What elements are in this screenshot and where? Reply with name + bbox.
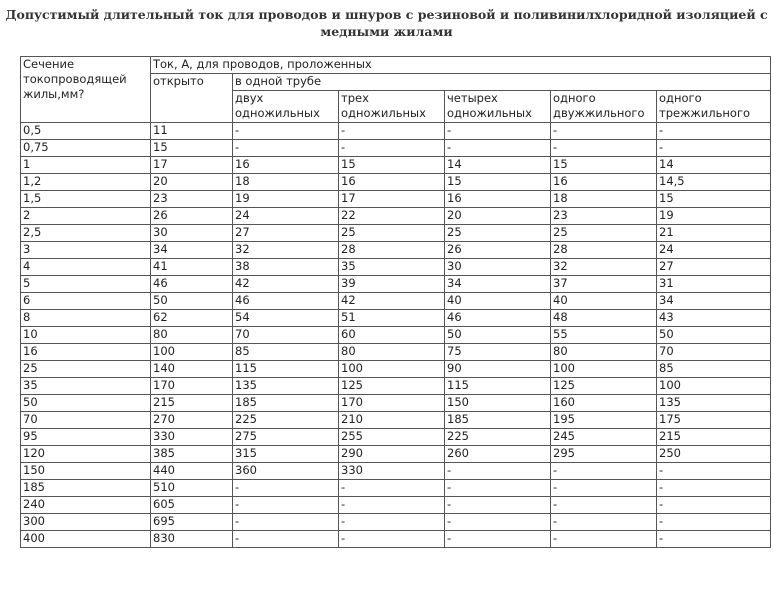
- cell-three-single: 16: [339, 174, 445, 191]
- cell-section: 35: [21, 378, 151, 395]
- cell-open: 20: [151, 174, 233, 191]
- cell-two-single: 54: [233, 310, 339, 327]
- cell-section: 1,2: [21, 174, 151, 191]
- cell-one-three-core: 215: [657, 429, 771, 446]
- cell-two-single: 135: [233, 378, 339, 395]
- cell-three-single: 51: [339, 310, 445, 327]
- cell-two-single: 27: [233, 225, 339, 242]
- cell-three-single: -: [339, 531, 445, 548]
- table-row: [21, 208, 771, 225]
- table-row: [21, 446, 771, 463]
- cell-four-single: 25: [445, 225, 551, 242]
- cell-open: 695: [151, 514, 233, 531]
- cell-one-three-core: 14: [657, 157, 771, 174]
- cell-three-single: 290: [339, 446, 445, 463]
- cell-one-three-core: -: [657, 514, 771, 531]
- cell-section: 300: [21, 514, 151, 531]
- cell-section: 70: [21, 412, 151, 429]
- cell-open: 15: [151, 140, 233, 157]
- cell-one-two-core: -: [551, 531, 657, 548]
- cell-one-two-core: 125: [551, 378, 657, 395]
- cell-one-two-core: 32: [551, 259, 657, 276]
- cell-section: 1: [21, 157, 151, 174]
- cell-two-single: 85: [233, 344, 339, 361]
- cell-two-single: 16: [233, 157, 339, 174]
- cell-one-three-core: 31: [657, 276, 771, 293]
- table-row: [21, 497, 771, 514]
- header-section: Сечение токопроводящей жилы,мм?: [21, 57, 151, 123]
- cell-three-single: 80: [339, 344, 445, 361]
- table-row: [21, 480, 771, 497]
- cell-four-single: -: [445, 497, 551, 514]
- table-row: [21, 310, 771, 327]
- cell-one-three-core: -: [657, 123, 771, 140]
- cell-four-single: 34: [445, 276, 551, 293]
- cell-four-single: 20: [445, 208, 551, 225]
- cell-open: 46: [151, 276, 233, 293]
- table-row: [21, 514, 771, 531]
- cell-open: 23: [151, 191, 233, 208]
- cell-four-single: -: [445, 531, 551, 548]
- cell-two-single: 315: [233, 446, 339, 463]
- cell-three-single: 25: [339, 225, 445, 242]
- cell-section: 2,5: [21, 225, 151, 242]
- cell-one-two-core: 37: [551, 276, 657, 293]
- cell-three-single: -: [339, 123, 445, 140]
- table-row: [21, 276, 771, 293]
- cell-two-single: 24: [233, 208, 339, 225]
- cell-four-single: 40: [445, 293, 551, 310]
- cell-two-single: -: [233, 123, 339, 140]
- table-row: [21, 225, 771, 242]
- table-row: [21, 463, 771, 480]
- cell-open: 34: [151, 242, 233, 259]
- cell-four-single: -: [445, 514, 551, 531]
- cell-section: 3: [21, 242, 151, 259]
- cell-one-three-core: -: [657, 480, 771, 497]
- cell-one-three-core: 21: [657, 225, 771, 242]
- table-row: [21, 531, 771, 548]
- cell-section: 1,5: [21, 191, 151, 208]
- cell-three-single: -: [339, 497, 445, 514]
- cell-one-two-core: -: [551, 497, 657, 514]
- cell-one-two-core: 48: [551, 310, 657, 327]
- cell-one-three-core: 15: [657, 191, 771, 208]
- cell-section: 16: [21, 344, 151, 361]
- page-title: Допустимый длительный ток для проводов и шнуров с резиновой и поливинилхлоридной изоляцией с медными жилами: [5, 7, 768, 39]
- cell-section: 0,5: [21, 123, 151, 140]
- cell-four-single: 150: [445, 395, 551, 412]
- cell-four-single: -: [445, 480, 551, 497]
- cell-three-single: 17: [339, 191, 445, 208]
- cell-one-two-core: 295: [551, 446, 657, 463]
- cell-three-single: -: [339, 480, 445, 497]
- cell-three-single: 15: [339, 157, 445, 174]
- cell-one-three-core: 70: [657, 344, 771, 361]
- cell-three-single: 125: [339, 378, 445, 395]
- cell-two-single: 19: [233, 191, 339, 208]
- cell-one-three-core: 50: [657, 327, 771, 344]
- cell-three-single: 330: [339, 463, 445, 480]
- header-in-pipe: в одной трубе: [233, 74, 771, 91]
- cell-four-single: -: [445, 123, 551, 140]
- cell-three-single: 22: [339, 208, 445, 225]
- table-row: [21, 174, 771, 191]
- cell-one-two-core: -: [551, 514, 657, 531]
- cell-section: 120: [21, 446, 151, 463]
- cell-section: 10: [21, 327, 151, 344]
- cell-open: 41: [151, 259, 233, 276]
- cell-open: 30: [151, 225, 233, 242]
- cell-three-single: 42: [339, 293, 445, 310]
- cell-one-two-core: 28: [551, 242, 657, 259]
- cell-section: 95: [21, 429, 151, 446]
- cell-two-single: -: [233, 531, 339, 548]
- cell-section: 240: [21, 497, 151, 514]
- cell-three-single: 60: [339, 327, 445, 344]
- cell-one-two-core: 18: [551, 191, 657, 208]
- cell-one-three-core: 85: [657, 361, 771, 378]
- table-row: [21, 395, 771, 412]
- cell-four-single: 46: [445, 310, 551, 327]
- cell-four-single: 90: [445, 361, 551, 378]
- table-row: [21, 344, 771, 361]
- cell-one-two-core: 40: [551, 293, 657, 310]
- cell-four-single: 260: [445, 446, 551, 463]
- cell-two-single: -: [233, 140, 339, 157]
- cell-section: 0,75: [21, 140, 151, 157]
- table-row: [21, 140, 771, 157]
- header-one-three-core: одного трежжильного: [657, 91, 771, 123]
- cell-open: 170: [151, 378, 233, 395]
- cell-four-single: -: [445, 140, 551, 157]
- table-row: [21, 123, 771, 140]
- cell-one-three-core: -: [657, 497, 771, 514]
- header-open: открыто: [151, 74, 233, 123]
- table-row: [21, 327, 771, 344]
- cell-four-single: 185: [445, 412, 551, 429]
- cell-one-two-core: -: [551, 480, 657, 497]
- cell-three-single: 100: [339, 361, 445, 378]
- cell-three-single: 28: [339, 242, 445, 259]
- cell-one-three-core: -: [657, 140, 771, 157]
- cell-three-single: -: [339, 514, 445, 531]
- cell-four-single: -: [445, 463, 551, 480]
- cell-one-two-core: 23: [551, 208, 657, 225]
- cell-three-single: 255: [339, 429, 445, 446]
- cell-section: 400: [21, 531, 151, 548]
- cell-open: 215: [151, 395, 233, 412]
- cell-open: 17: [151, 157, 233, 174]
- header-four-single: четырех одножильных: [445, 91, 551, 123]
- cell-two-single: -: [233, 480, 339, 497]
- cell-four-single: 14: [445, 157, 551, 174]
- cell-one-two-core: 15: [551, 157, 657, 174]
- cell-one-three-core: -: [657, 531, 771, 548]
- table-row: [21, 361, 771, 378]
- cell-section: 2: [21, 208, 151, 225]
- cell-open: 11: [151, 123, 233, 140]
- cell-one-three-core: 135: [657, 395, 771, 412]
- cell-section: 185: [21, 480, 151, 497]
- cell-two-single: 275: [233, 429, 339, 446]
- table-row: [21, 378, 771, 395]
- cell-three-single: -: [339, 140, 445, 157]
- table-row: [21, 157, 771, 174]
- cell-two-single: 115: [233, 361, 339, 378]
- cell-open: 510: [151, 480, 233, 497]
- cell-one-three-core: 27: [657, 259, 771, 276]
- cell-one-three-core: 34: [657, 293, 771, 310]
- cell-one-two-core: -: [551, 123, 657, 140]
- table-row: [21, 429, 771, 446]
- header-two-single: двух одножильных: [233, 91, 339, 123]
- cell-one-three-core: 250: [657, 446, 771, 463]
- cell-one-two-core: 80: [551, 344, 657, 361]
- table-row: [21, 259, 771, 276]
- cell-section: 150: [21, 463, 151, 480]
- header-one-two-core: одного двужжильного: [551, 91, 657, 123]
- cell-open: 80: [151, 327, 233, 344]
- cell-section: 50: [21, 395, 151, 412]
- cell-open: 100: [151, 344, 233, 361]
- cell-two-single: 360: [233, 463, 339, 480]
- cell-three-single: 210: [339, 412, 445, 429]
- cell-four-single: 26: [445, 242, 551, 259]
- cell-one-two-core: -: [551, 140, 657, 157]
- cell-four-single: 16: [445, 191, 551, 208]
- header-three-single: трех одножильных: [339, 91, 445, 123]
- cell-three-single: 39: [339, 276, 445, 293]
- cell-four-single: 225: [445, 429, 551, 446]
- cell-open: 270: [151, 412, 233, 429]
- cell-three-single: 170: [339, 395, 445, 412]
- header-current: Ток, А, для проводов, проложенных: [151, 57, 771, 74]
- cell-open: 605: [151, 497, 233, 514]
- cell-open: 140: [151, 361, 233, 378]
- cell-one-two-core: 100: [551, 361, 657, 378]
- cell-four-single: 30: [445, 259, 551, 276]
- table-row: [21, 293, 771, 310]
- cell-section: 5: [21, 276, 151, 293]
- cell-open: 62: [151, 310, 233, 327]
- cell-section: 8: [21, 310, 151, 327]
- cell-two-single: 42: [233, 276, 339, 293]
- cell-one-two-core: -: [551, 463, 657, 480]
- cell-one-two-core: 160: [551, 395, 657, 412]
- cell-one-three-core: -: [657, 463, 771, 480]
- cell-one-three-core: 24: [657, 242, 771, 259]
- cell-open: 385: [151, 446, 233, 463]
- cell-one-two-core: 245: [551, 429, 657, 446]
- cell-open: 330: [151, 429, 233, 446]
- cell-one-two-core: 195: [551, 412, 657, 429]
- cell-open: 830: [151, 531, 233, 548]
- cell-two-single: -: [233, 497, 339, 514]
- cell-four-single: 50: [445, 327, 551, 344]
- cell-four-single: 75: [445, 344, 551, 361]
- cell-four-single: 115: [445, 378, 551, 395]
- cell-one-two-core: 25: [551, 225, 657, 242]
- cell-one-two-core: 55: [551, 327, 657, 344]
- cell-three-single: 35: [339, 259, 445, 276]
- cell-one-two-core: 16: [551, 174, 657, 191]
- cell-two-single: 70: [233, 327, 339, 344]
- cell-two-single: -: [233, 514, 339, 531]
- cell-section: 25: [21, 361, 151, 378]
- cell-open: 26: [151, 208, 233, 225]
- table-row: [21, 242, 771, 259]
- table-row: [21, 412, 771, 429]
- cell-two-single: 46: [233, 293, 339, 310]
- cell-two-single: 225: [233, 412, 339, 429]
- current-table: [20, 56, 771, 548]
- cell-two-single: 38: [233, 259, 339, 276]
- cell-two-single: 18: [233, 174, 339, 191]
- cell-section: 4: [21, 259, 151, 276]
- cell-two-single: 32: [233, 242, 339, 259]
- cell-one-three-core: 100: [657, 378, 771, 395]
- cell-one-three-core: 14,5: [657, 174, 771, 191]
- cell-two-single: 185: [233, 395, 339, 412]
- cell-open: 50: [151, 293, 233, 310]
- cell-one-three-core: 43: [657, 310, 771, 327]
- cell-one-three-core: 175: [657, 412, 771, 429]
- cell-section: 6: [21, 293, 151, 310]
- cell-four-single: 15: [445, 174, 551, 191]
- cell-open: 440: [151, 463, 233, 480]
- table-body: [21, 123, 771, 548]
- table-row: [21, 191, 771, 208]
- cell-one-three-core: 19: [657, 208, 771, 225]
